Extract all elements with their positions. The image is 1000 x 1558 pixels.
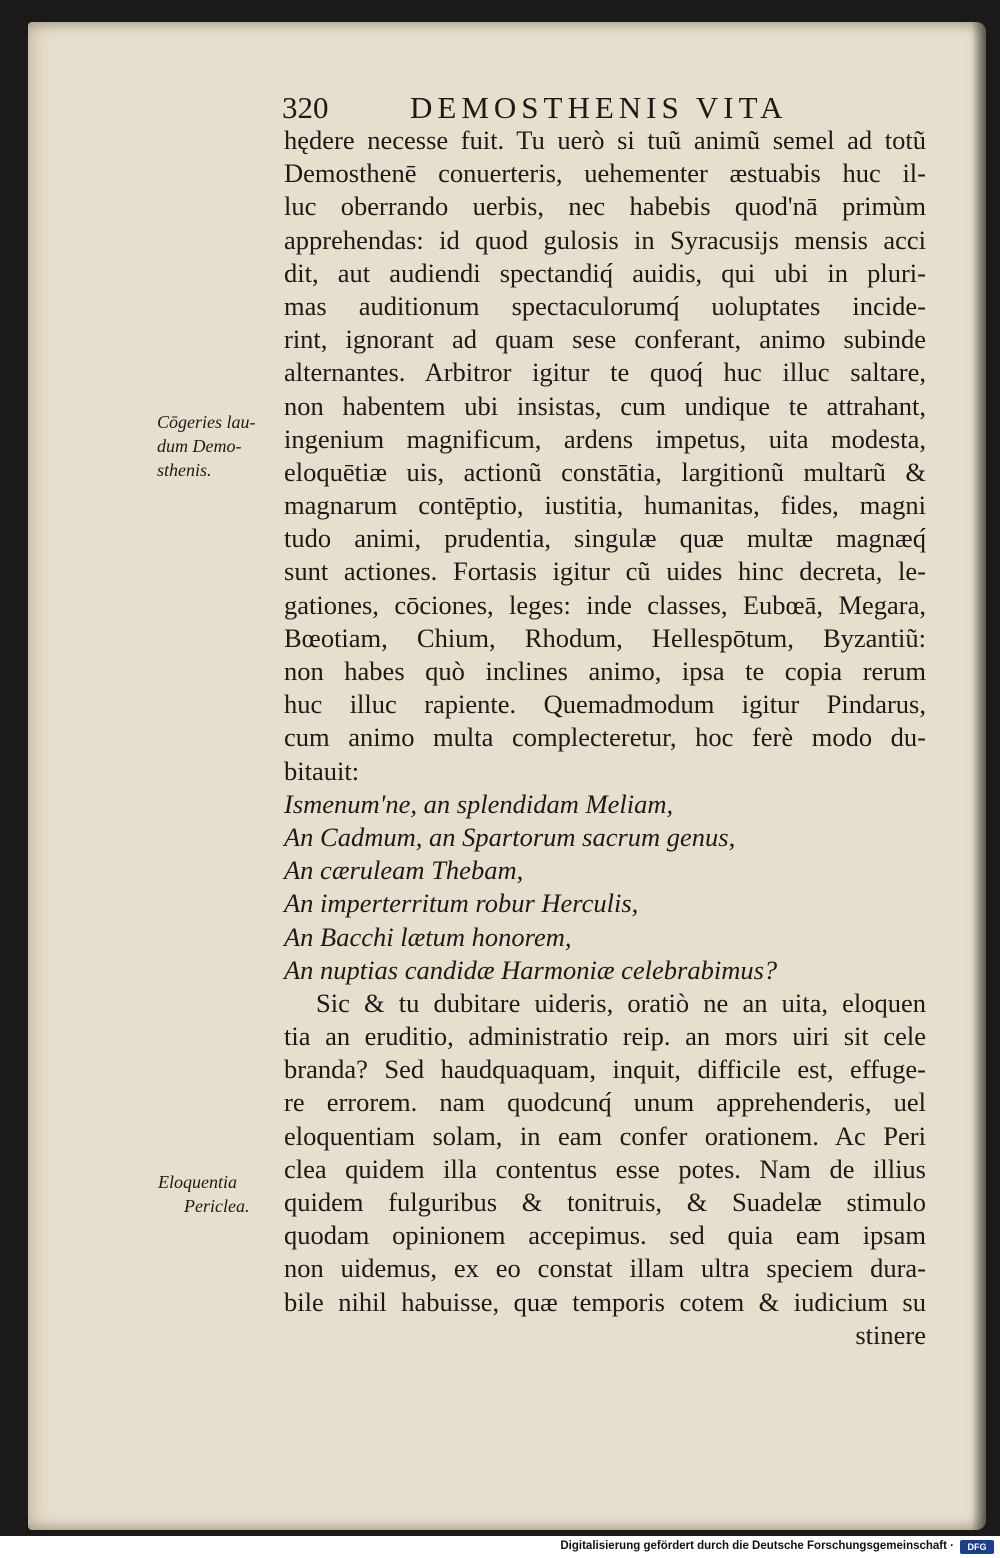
- text-line: eloquentiam solam, in eam confer orationem. Ac Peri: [284, 1120, 926, 1151]
- verse-line: An nuptias candidæ Harmoniæ celebrabimus?: [284, 954, 778, 985]
- main-text: [284, 124, 926, 1352]
- text-line: tudo animi, prudentia, singulæ quæ multæ magnæq́: [284, 523, 926, 554]
- text-line: dit, aut audiendi spectandiq́ auidis, qui ubi in pluri-: [284, 257, 926, 288]
- verse-quotation: [284, 788, 926, 987]
- text-line: clea quidem illa contentus esse potes. Nam de illius: [284, 1153, 926, 1184]
- footer-bar: [0, 1536, 1000, 1558]
- text-line: apprehendas: id quod gulosis in Syracusijs mensis acci: [284, 224, 926, 255]
- text-line: re errorem. nam quodcunq́ unum apprehenderis, uel: [284, 1087, 926, 1118]
- verse-line: Ismenum'ne, an splendidam Meliam,: [284, 788, 674, 819]
- marginal-note-eloquentia: [158, 1170, 268, 1218]
- prose-paragraph-1: [284, 124, 926, 788]
- text-line: tia an eruditio, administratio reip. an mors uiri sit cele: [284, 1021, 926, 1052]
- text-line: Bœotiam, Chium, Rhodum, Hellespōtum, Byzantiũ:: [284, 622, 926, 653]
- text-line: non uidemus, ex eo constat illam ultra speciem dura-: [284, 1253, 926, 1284]
- prose-paragraph-2: [284, 987, 926, 1352]
- text-line: bile nihil habuisse, quæ temporis cotem & iudicium su: [284, 1286, 926, 1317]
- verse-line: An Cadmum, an Spartorum sacrum genus,: [284, 821, 736, 852]
- text-line: quodam opinionem accepimus. sed quia eam ipsam: [284, 1220, 926, 1251]
- text-line: gationes, cōciones, leges: inde classes, Eubœā, Megara,: [284, 589, 926, 620]
- text-line: Demosthenē conuerteris, uehementer æstuabis huc il-: [284, 158, 926, 189]
- dfg-logo: DFG: [960, 1540, 994, 1554]
- running-title: DEMOSTHENIS VITA: [410, 90, 788, 125]
- text-line: alternantes. Arbitror igitur te quoq́ huc illuc saltare,: [284, 357, 926, 388]
- text-line: sunt actiones. Fortasis igitur cũ uides hinc decreta, le-: [284, 556, 926, 587]
- text-line: bitauit:: [284, 755, 360, 786]
- text-line: mas auditionum spectaculorumq́ uoluptates incide-: [284, 290, 926, 321]
- marginal-line: sthenis.: [157, 460, 212, 480]
- marginal-line: dum Demo-: [157, 436, 242, 456]
- text-line: huc illuc rapiente. Quemadmodum igitur Pindarus,: [284, 689, 926, 720]
- text-line: ingenium magnificum, ardens impetus, uita modesta,: [284, 423, 926, 454]
- text-line: branda? Sed haudquaquam, inquit, difficile est, effuge-: [284, 1054, 926, 1085]
- marginal-note-cogeries: [157, 410, 277, 482]
- text-line: magnarum contēptio, iustitia, humanitas, fides, magni: [284, 490, 926, 521]
- text-line: luc oberrando uerbis, nec habebis quod'nā primùm: [284, 191, 926, 222]
- marginal-line: Cōgeries lau-: [157, 412, 256, 432]
- text-line: cum animo multa complecteretur, hoc ferè modo du-: [284, 722, 926, 753]
- text-line: eloquētiæ uis, actionũ constātia, largitionũ multarũ &: [284, 456, 926, 487]
- text-line: Sic & tu dubitare uideris, oratiò ne an uita, eloquen: [316, 987, 926, 1018]
- verse-line: An Bacchi lætum honorem,: [284, 921, 572, 952]
- text-line: non habes quò inclines animo, ipsa te copia rerum: [284, 656, 926, 686]
- text-line: non habentem ubi insistas, cum undique te attrahant,: [284, 390, 926, 421]
- text-line: rint, ignorant ad quam sese conferant, animo subinde: [284, 324, 926, 355]
- marginal-line: Eloquentia: [158, 1172, 237, 1192]
- text-line: quidem fulguribus & tonitruis, & Suadelæ stimulo: [284, 1187, 926, 1217]
- page-number: 320: [282, 90, 329, 125]
- catchword: stinere: [855, 1319, 926, 1350]
- funding-credit: Digitalisierung gefördert durch die Deutsche Forschungsgemeinschaft ·: [560, 1540, 954, 1552]
- verse-line: An cæruleam Thebam,: [284, 855, 524, 886]
- verse-line: An imperterritum robur Herculis,: [284, 888, 639, 919]
- page-edge-shadow: [972, 22, 986, 1530]
- marginal-line: Periclea.: [184, 1196, 250, 1216]
- text-line: hędere necesse fuit. Tu uerò si tuũ animũ semel ad totũ: [284, 125, 926, 155]
